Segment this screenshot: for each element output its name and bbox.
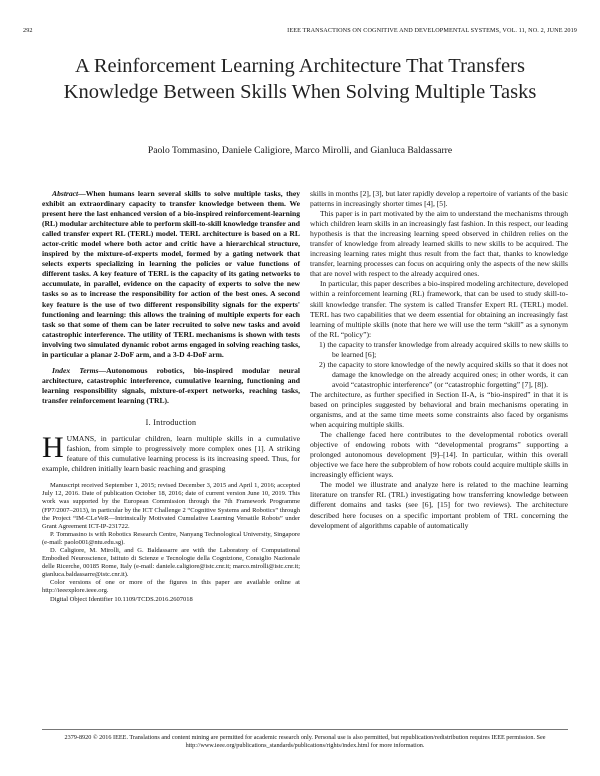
abstract-text: —When humans learn several skills to solve multiple tasks, they exhibit an extraordinary capacity to transfer knowledge between them. We present here the last enhanced version of a bio-inspired reinforcement-learning (RL) modular architecture able to perform skill-to-skill knowledge transfer and called transfer expert RL (TERL) model. TERL architecture is based on a RL actor-critic model where both actor and critic have a hierarchical structure, inspired by the mixture-of-experts model, formed by a gating network that selects experts specializing in learning the policies or value functions of different tasks. A key feature of TERL is the capacity of its gating networks to accumulate, in parallel, evidence on the capacity of experts to solve the new tasks so as to increase the responsibility for action of the best ones. A second key feature is the use of two different responsibility signals for the experts' functioning and learning: this allows the training of multiple experts for each task so that some of them can be later recruited to solve new tasks and avoid catastrophic interference. The utility of TERL mechanisms is shown with tests involving two simulated dynamic robot arms engaged in solving reaching tasks, in particular a planar 2-DoF arm, and a 3-D 4-DoF arm. xyxy=(42,189,300,359)
copyright-notice: 2379-8920 © 2016 IEEE. Translations and content mining are permitted for academic research only. Personal use is also permitted, but republication/redistribution requires IEEE permission. See http://www.ieee.org/publications_standards/publications/rights/index.html for more information. xyxy=(64,734,546,749)
abstract-label: Abstract xyxy=(52,189,79,198)
footnote-doi: Digital Object Identifier 10.1109/TCDS.2016.2607018 xyxy=(50,595,193,603)
section-heading-introduction: I. Introduction xyxy=(145,417,197,427)
author-list: Paolo Tommasino, Daniele Caligiore, Marco Mirolli, and Gianluca Baldassarre xyxy=(147,145,453,156)
paragraph-continued: skills in months [2], [3], but later rapidly develop a repertoire of variants of the basic patterns in increasingly shorter times [4], [5]. xyxy=(310,189,568,209)
list-item: 1) the capacity to transfer knowledge from already acquired skills to new skills to be learned [6]; xyxy=(319,339,568,359)
introduction-text: UMANS, in particular children, learn multiple skills in a cumulative fashion, from simple to progressively more complex ones [1]. A striking feature of this cumulative learning process is its increasing speed. Thus, for example, children initially learn basic reaching and grasping xyxy=(42,434,300,474)
footnote-manuscript: Manuscript received September 1, 2015; revised December 3, 2015 and April 1, 2016; accepted July 12, 2016. Date of publication October 18, 2016; date of current version June 10, 2019. This work was supported by the European Commission through the 7th Framework Programme (FP7/2007–2013), in particular by the ICT Challenge 2 “Cognitive Systems and Robotics” through the Project “IM-CLeVeR—Intrinsically Motivated Cumulative Learning Versatile Robots” under Grant Agreement ICT-IP-231722. xyxy=(42,482,300,530)
footnote-affiliations: D. Caligiore, M. Mirolli, and G. Baldassarre are with the Laboratory of Computational Embodied Neuroscience, Istituto di Scienze e Tecnologie della Cognizione, Consiglio Nazionale delle Ricerche, 00185 Rome, Italy (e-mail: daniele.caligiore@istc.cnr.it; marco.mirolli@istc.cnr.it; gianluca.baldassarre@istc.cnr.it). xyxy=(42,546,300,579)
journal-name: IEEE TRANSACTIONS ON COGNITIVE AND DEVELOPMENTAL SYSTEMS, VOL. 11, NO. 2, JUNE 2019 xyxy=(287,27,577,34)
paragraph-motivation: This paper is in part motivated by the aim to understand the mechanisms through which children learn skills in an increasingly fast fashion. In this respect, our leading hypothesis is that the increasing learning speed observed in children relies on the transfer of knowledge from already learned skills to new skills to be acquired. The increasing learning rates might thus result from the fact that, thanks to knowledge transfer, learning processes can focus on acquiring only the aspects of the new skills that are novel with respect to the already acquired ones. xyxy=(310,209,568,279)
capabilities-list xyxy=(310,340,568,390)
footnote-tommasino: P. Tommasino is with Robotics Research Centre, Nanyang Technological University, Singapore (e-mail: paolo001@ntu.edu.sg). xyxy=(42,530,300,546)
list-item: 2) the capacity to store knowledge of the newly acquired skills so that it does not damage the knowledge on the already acquired ones; in other words, it can avoid “catastrophic interference” (or “catastrophic forgetting” [7], [8]). xyxy=(319,359,568,389)
index-terms xyxy=(42,366,300,406)
index-terms-label: Index Terms xyxy=(52,365,99,375)
drop-cap: H xyxy=(42,431,64,465)
paragraph-model: The model we illustrate and analyze here is related to the machine learning literature on transfer RL (TRL) investigating how transferring knowledge between different domains and tasks (see [6], [15] for two reviews). The architecture described here focuses on a specific important problem of TRL concerning the development of algorithms capable of automatically xyxy=(310,480,568,530)
footer-rule xyxy=(42,729,568,730)
left-column xyxy=(42,189,300,604)
right-column xyxy=(310,189,568,531)
paragraph-architecture: In particular, this paper describes a bio-inspired modeling architecture, developed within a reinforcement learning (RL) framework, that can be used to study skill-to-skill knowledge transfer. The system is called Transfer Expert RL (TERL) model. TERL has two capabilities that we deem essential for obtaining an increasingly fast learning of multiple skills (note that here we will use the term “skill” as a synonym of the RL “policy”): xyxy=(310,279,568,339)
index-terms-text: —Autonomous robotics, bio-inspired modular neural architecture, catastrophic interference, cumulative learning, functioning and learning responsibility signals, mixture-of-expert networks, reaching tasks, transfer reinforcement learning (TRL). xyxy=(42,365,300,405)
introduction-paragraph xyxy=(42,431,300,474)
paper-title: A Reinforcement Learning Architecture That Transfers Knowledge Between Skills When Solving Multiple Tasks xyxy=(63,55,537,103)
paragraph-challenge: The challenge faced here contributes to the developmental robotics overall objective of endowing robots with “developmental programs” supporting a prolonged autonomous development [9]–[14]. In particular, within this overall objective we face here the subproblem of how robots could acquire multiple skills in increasingly efficient ways. xyxy=(310,430,568,480)
running-header xyxy=(23,27,577,37)
footnote-color: Color versions of one or more of the figures in this paper are available online at http://ieeexplore.ieee.org. xyxy=(42,579,300,595)
abstract xyxy=(42,189,300,360)
paragraph-bio-inspired: The architecture, as further specified in Section II-A, is “bio-inspired” in that it is based on principles suggested by behavioral and brain mechanisms operating in organisms, and at the same time meets some constraints also faced by organisms when acquiring multiple skills. xyxy=(310,389,568,430)
page-number: 292 xyxy=(23,27,33,34)
